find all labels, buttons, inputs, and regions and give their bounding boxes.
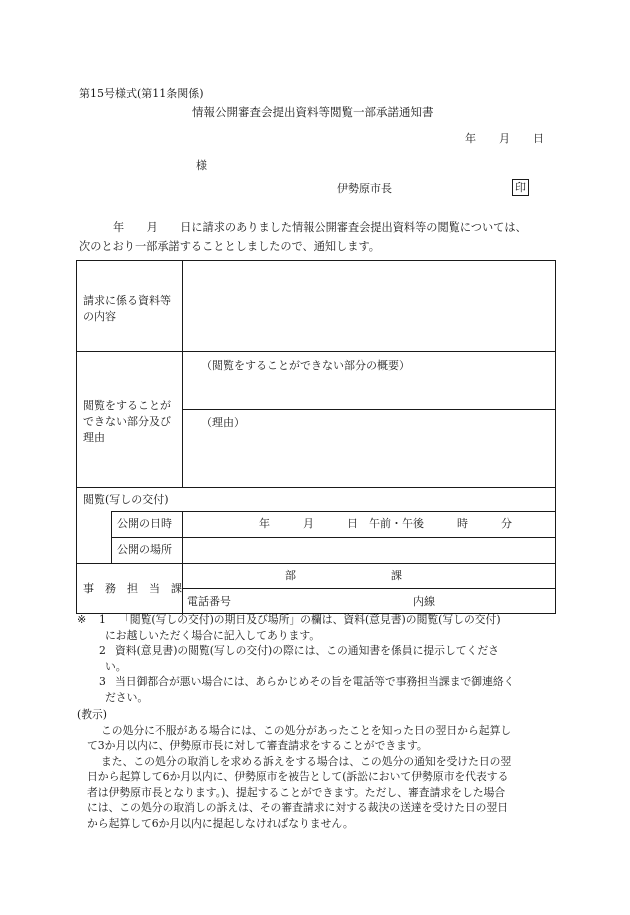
department-label: 部 bbox=[285, 569, 296, 582]
viewing-label: 閲覧(写しの交付) bbox=[83, 493, 169, 506]
table-divider bbox=[111, 511, 112, 563]
note-number: 1 bbox=[99, 613, 106, 626]
instruction-section bbox=[77, 707, 555, 831]
phone-label: 電話番号 bbox=[187, 595, 231, 608]
table-row-line bbox=[77, 351, 555, 352]
date-year: 年 bbox=[465, 132, 476, 145]
instruction-heading: (教示) bbox=[77, 708, 108, 721]
form-number: 第15号様式(第11条関係) bbox=[79, 87, 204, 100]
table-row-line bbox=[182, 409, 555, 410]
date-day: 日 bbox=[533, 132, 544, 145]
table-row-line bbox=[111, 511, 555, 512]
place-label: 公開の場所 bbox=[117, 543, 172, 556]
note-text: 当日御都合が悪い場合には、あらかじめその旨を電話等で事務担当課まで御連絡く bbox=[115, 675, 515, 688]
instruction-para2-line1: また、この処分の取消しを求める訴えをする場合は、この処分の通知を受けた日の翌 bbox=[101, 754, 512, 768]
section-label: 課 bbox=[391, 569, 402, 582]
seal-mark: 印 bbox=[512, 179, 529, 196]
notes-section bbox=[77, 612, 555, 705]
note-item bbox=[77, 674, 555, 705]
note-text-cont: ださい。 bbox=[105, 690, 149, 704]
issue-date bbox=[438, 131, 544, 147]
note-text: 「閲覧(写しの交付)の期日及び場所」の欄は、資料(意見書)の閲覧(写しの交付) bbox=[119, 613, 501, 626]
addressee-suffix: 様 bbox=[196, 159, 207, 172]
extension-label: 内線 bbox=[413, 595, 435, 608]
document-title: 情報公開審査会提出資料等閲覧一部承諾通知書 bbox=[192, 105, 434, 119]
instruction-para2-line3: 者は伊勢原市長となります。)、提起することができます。ただし、審査請求をした場合 bbox=[87, 785, 506, 799]
date-month: 月 bbox=[499, 132, 510, 145]
undisclosable-label: 閲覧をすることができない部分及び理由 bbox=[83, 399, 171, 444]
notice-table bbox=[76, 260, 556, 614]
datetime-value: 年 月 日 午前・午後 時 分 bbox=[259, 517, 512, 530]
table-row-line bbox=[111, 537, 555, 538]
intro-line-2: 次のとおり一部承諾することとしましたので、通知します。 bbox=[79, 240, 380, 253]
note-text: 資料(意見書)の閲覧(写しの交付)の際には、この通知書を係員に提示してくださ bbox=[115, 644, 499, 657]
undisclosable-summary-label: （閲覧をすることができない部分の概要） bbox=[201, 359, 410, 372]
note-text-cont: い。 bbox=[105, 659, 127, 673]
table-row-line bbox=[182, 588, 555, 589]
material-label: 請求に係る資料等の内容 bbox=[83, 294, 171, 323]
datetime-label: 公開の日時 bbox=[117, 517, 172, 530]
note-mark: ※ bbox=[77, 613, 87, 626]
intro-paragraph bbox=[79, 218, 553, 256]
table-divider bbox=[182, 261, 183, 487]
instruction-para2-line4: には、この処分の取消しの訴えは、その審査請求に対する裁決の送達を受けた日の翌日 bbox=[87, 801, 509, 814]
instruction-para1-line1: この処分に不服がある場合には、この処分があったことを知った日の翌日から起算し bbox=[101, 723, 512, 737]
reason-label: （理由） bbox=[201, 416, 245, 429]
table-divider bbox=[182, 563, 183, 615]
table-divider bbox=[182, 511, 183, 563]
instruction-para2-line5: から起算して6か月以内に提起しなければなりません。 bbox=[87, 816, 354, 830]
note-item bbox=[77, 612, 555, 643]
instruction-para2-line2: 日から起算して6か月以内に、伊勢原市を被告として(訴訟において伊勢原市を代表する bbox=[87, 770, 509, 783]
intro-line-1: 年 月 日に請求のありました情報公開審査会提出資料等の閲覧については、 bbox=[113, 221, 527, 234]
table-row-line bbox=[77, 487, 555, 488]
office-label: 事 務 担 当 課 bbox=[83, 582, 182, 595]
note-text-cont: にお越しいただく場合に記入してあります。 bbox=[105, 628, 321, 642]
note-number: 3 bbox=[99, 675, 106, 688]
table-row-line bbox=[77, 563, 555, 564]
instruction-para1-line2: て3か月以内に、伊勢原市長に対して審査請求をすることができます。 bbox=[87, 739, 428, 752]
issuer-name: 伊勢原市長 bbox=[337, 182, 392, 195]
note-item bbox=[77, 643, 555, 674]
note-number: 2 bbox=[99, 644, 106, 657]
